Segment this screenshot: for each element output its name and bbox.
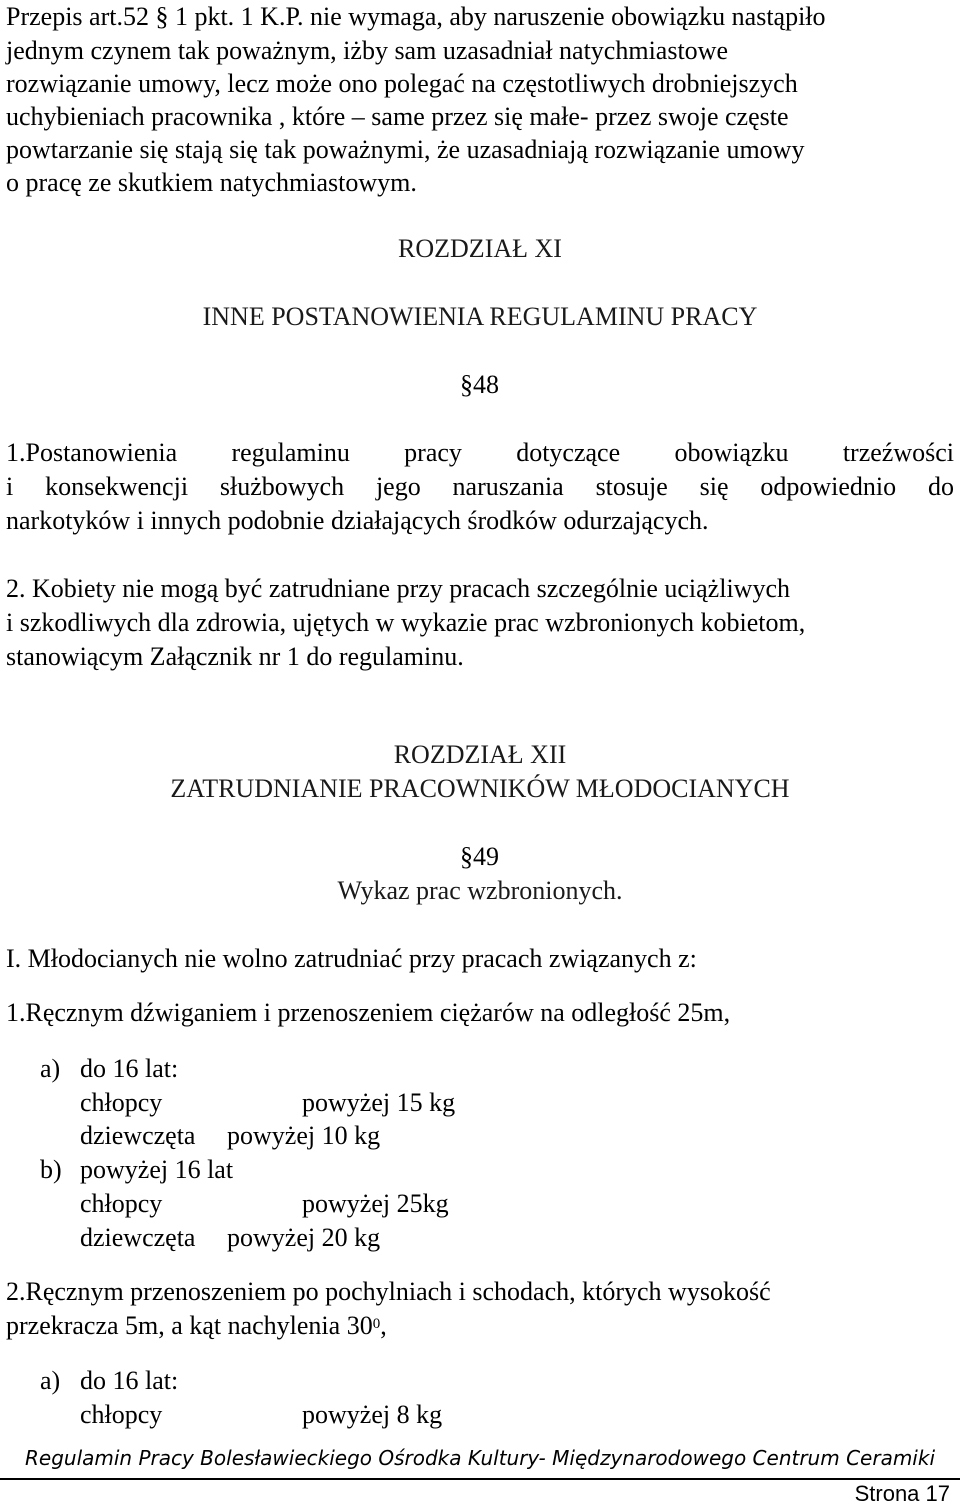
page-footer-text: Regulamin Pracy Bolesławieckiego Ośrodka Kultury- Międzynarodowego Centrum Ceramiki <box>25 1446 935 1470</box>
list-intro: I. Młodocianych nie wolno zatrudniać przy pracach związanych z: <box>6 944 697 973</box>
item1-a-boys: chłopcy <box>80 1088 163 1117</box>
chapter-xi-number: ROZDZIAŁ XI <box>398 234 562 263</box>
sec48-p1-line-1: 1.Postanowienia regulaminu pracy dotyczące obowiązku trzeźwości <box>6 438 954 467</box>
item2-a-label: a) <box>40 1366 61 1395</box>
section-48-heading: §48 <box>460 370 499 399</box>
item1-title: 1.Ręcznym dźwiganiem i przenoszeniem ciężarów na odległość 25m, <box>6 998 731 1027</box>
sec48-p2-line-2: i szkodliwych dla zdrowia, ujętych w wykazie prac wzbronionych kobietom, <box>6 608 806 637</box>
item2-title-line-1: 2.Ręcznym przenoszeniem po pochylniach i schodach, których wysokość <box>6 1277 771 1306</box>
section-49-heading: §49 <box>460 842 499 871</box>
intro-line-2: jednym czynem tak poważnym, iżby sam uzasadniał natychmiastowe <box>6 36 728 65</box>
item2-title-line-2-end: , <box>380 1311 387 1340</box>
intro-line-5: powtarzanie się stają się tak poważnymi, że uzasadniają rozwiązanie umowy <box>6 135 805 164</box>
item1-a-boys-value: powyżej 15 kg <box>302 1088 456 1117</box>
chapter-xi-title: INNE POSTANOWIENIA REGULAMINU PRACY <box>202 302 758 331</box>
item2-a-boys-value: powyżej 8 kg <box>302 1400 443 1429</box>
item2-title-line-2-text: przekracza 5m, a kąt nachylenia 30 <box>6 1311 373 1340</box>
intro-line-6: o pracę ze skutkiem natychmiastowym. <box>6 168 417 197</box>
page-number: Strona 17 <box>854 1481 950 1506</box>
item2-title-line-2 <box>6 1310 387 1342</box>
item1-b-boys: chłopcy <box>80 1189 163 1218</box>
chapter-xii-title: ZATRUDNIANIE PRACOWNIKÓW MŁODOCIANYCH <box>170 774 790 803</box>
intro-line-1: Przepis art.52 § 1 pkt. 1 K.P. nie wymaga, aby naruszenie obowiązku nastąpiło <box>6 2 826 31</box>
item1-b-text: powyżej 16 lat <box>80 1155 234 1184</box>
item1-b-girls: dziewczęta <box>80 1223 196 1252</box>
sec48-p1-line-3: narkotyków i innych podobnie działających środków odurzających. <box>6 506 709 535</box>
intro-line-3: rozwiązanie umowy, lecz może ono polegać na częstotliwych drobniejszych <box>6 69 798 98</box>
sec48-p2-line-1: 2. Kobiety nie mogą być zatrudniane przy pracach szczególnie uciążliwych <box>6 574 790 603</box>
item1-b-girls-value: powyżej 20 kg <box>227 1223 381 1252</box>
item1-a-girls: dziewczęta <box>80 1121 196 1150</box>
sec48-p1-line-2: i konsekwencji służbowych jego naruszania stosuje się odpowiednio do <box>6 472 954 501</box>
item2-a-text: do 16 lat: <box>80 1366 179 1395</box>
sec48-p2-line-3: stanowiącym Załącznik nr 1 do regulaminu. <box>6 642 464 671</box>
footer-divider <box>0 1478 960 1480</box>
item1-a-text: do 16 lat: <box>80 1054 179 1083</box>
item1-a-label: a) <box>40 1054 61 1083</box>
intro-line-4: uchybieniach pracownika , które – same przez się małe- przez swoje częste <box>6 102 789 131</box>
item1-a-girls-value: powyżej 10 kg <box>227 1121 381 1150</box>
chapter-xii-number: ROZDZIAŁ XII <box>393 740 567 769</box>
item1-b-label: b) <box>40 1155 62 1184</box>
item1-b-boys-value: powyżej 25kg <box>302 1189 449 1218</box>
section-49-subtitle: Wykaz prac wzbronionych. <box>337 876 623 905</box>
item2-a-boys: chłopcy <box>80 1400 163 1429</box>
degree-superscript: 0 <box>372 1316 381 1332</box>
